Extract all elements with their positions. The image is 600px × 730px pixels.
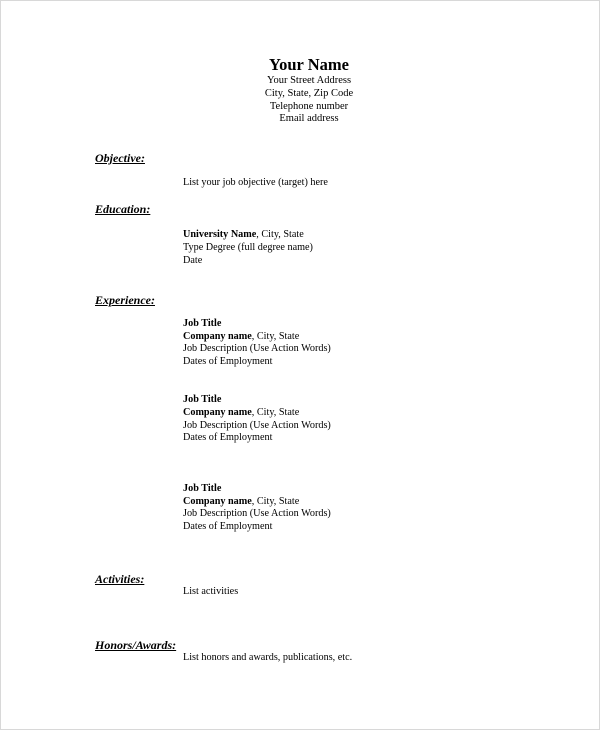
job-description: Job Description (Use Action Words) [183, 420, 331, 431]
degree: Type Degree (full degree name) [183, 242, 313, 253]
company-line [183, 496, 299, 507]
experience-heading: Experience: [95, 293, 155, 307]
job-description: Job Description (Use Action Words) [183, 343, 331, 354]
company-line [183, 331, 299, 342]
employment-dates: Dates of Employment [183, 521, 273, 532]
objective-text: List your job objective (target) here [183, 177, 328, 188]
employment-dates: Dates of Employment [183, 356, 273, 367]
company-name: Company name [183, 496, 252, 507]
university-line [183, 229, 304, 240]
honors-text: List honors and awards, publications, etc. [183, 652, 353, 663]
activities-text: List activities [183, 586, 239, 597]
job-title: Job Title [183, 394, 222, 405]
education-date: Date [183, 255, 203, 266]
company-name: Company name [183, 331, 252, 342]
honors-heading: Honors/Awards: [95, 638, 177, 652]
company-location: , City, State [251, 407, 300, 418]
city-state-zip: City, State, Zip Code [264, 88, 354, 99]
job-title: Job Title [183, 483, 222, 494]
job-description: Job Description (Use Action Words) [183, 508, 331, 519]
street-address: Your Street Address [266, 75, 352, 86]
job-title: Job Title [183, 318, 222, 329]
company-name: Company name [183, 407, 252, 418]
company-location: , City, State [251, 496, 300, 507]
university-location: , City, State [256, 229, 304, 240]
resume-name: Your Name [269, 55, 349, 74]
education-heading: Education: [95, 202, 151, 216]
employment-dates: Dates of Employment [183, 432, 273, 443]
email: Email address [279, 113, 339, 124]
objective-heading: Objective: [95, 151, 145, 165]
telephone: Telephone number [269, 101, 349, 112]
activities-heading: Activities: [95, 572, 145, 586]
university-name: University Name [183, 229, 257, 240]
company-line [183, 407, 299, 418]
company-location: , City, State [251, 331, 300, 342]
